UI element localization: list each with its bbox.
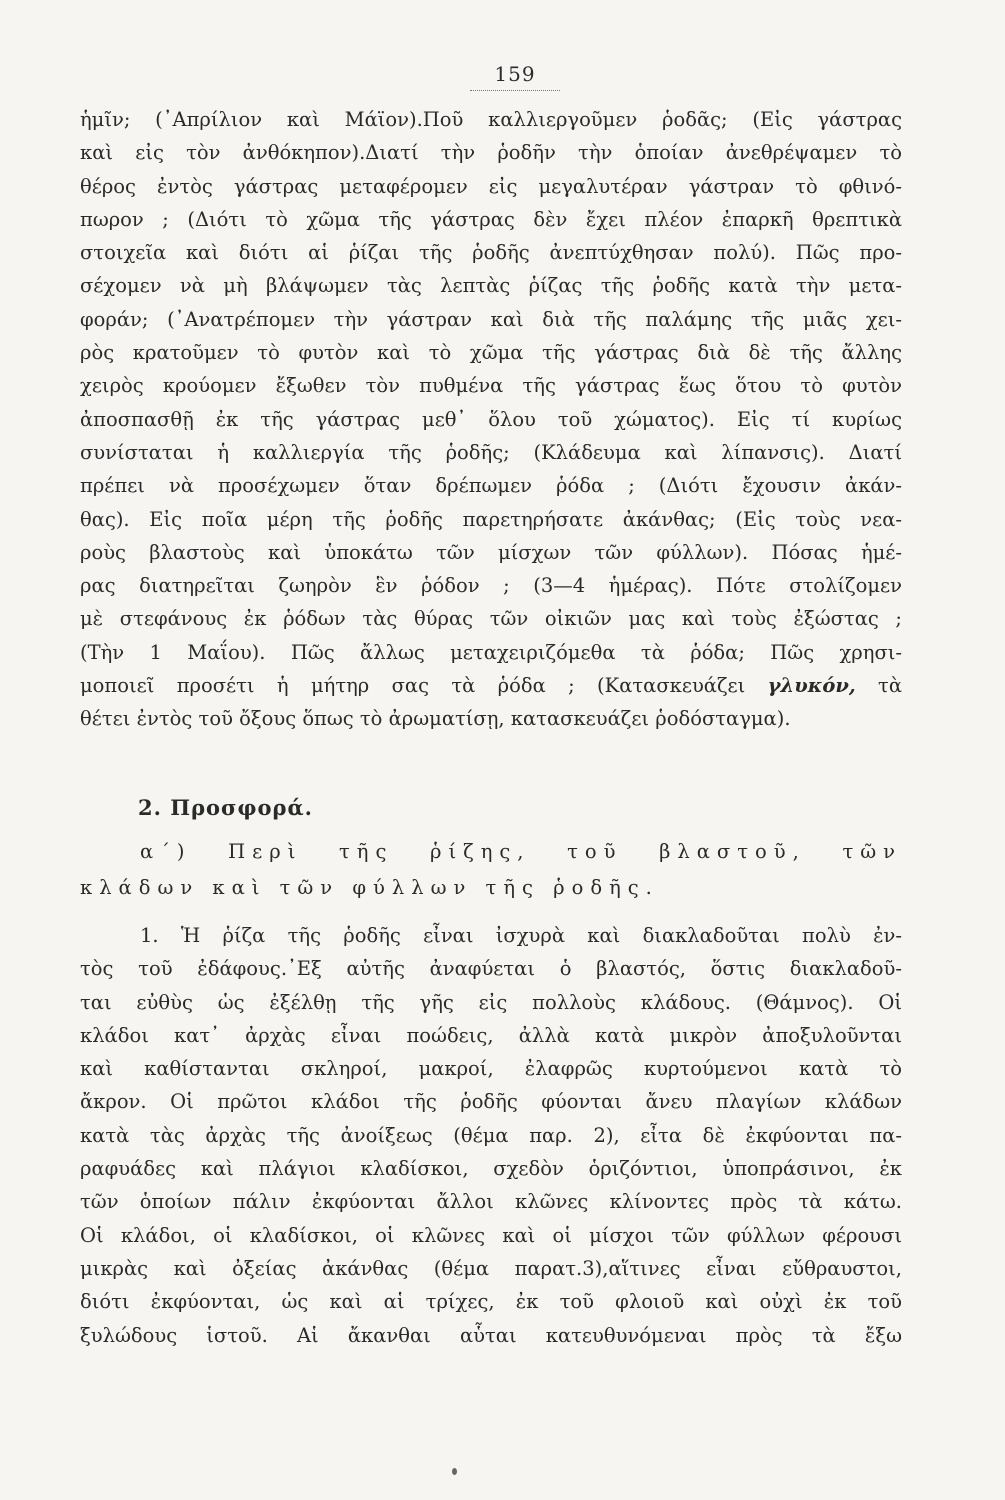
subheading-line: κλάδων καὶ τῶν φύλλων τῆς ῥοδῆς. [80, 876, 659, 899]
text-line: φοράν; (᾿Ανατρέπομεν τὴν γάστραν καὶ διὰ τῆς παλάμης τῆς μιᾶς χει- [80, 307, 902, 331]
section-subheading [80, 834, 902, 906]
text-line: πρέπει νὰ προσέχωμεν ὅταν δρέπωμεν ῥόδα ; (Διότι ἔχουσιν ἀκάν- [80, 474, 902, 498]
text-line: τῶν ὁποίων πάλιν ἐκφύονται ἄλλοι κλῶνες κλίνοντες πρὸς τὰ κάτω. [80, 1190, 902, 1214]
text-line: μικρὰς καὶ ὀξείας ἀκάνθας (θέμα παρατ.3),αἵτινες εἶναι εὔθραυστοι, [80, 1256, 902, 1280]
paragraph-root-stem [80, 919, 902, 1352]
text-segment: μοποιεῖ προσέτι ἡ μήτηρ σας τὰ ῥόδα ; (Κατασκευάζει [80, 674, 768, 698]
text-segment: τὰ [855, 674, 902, 698]
text-line: Οἱ κλάδοι, οἱ κλαδίσκοι, οἱ κλῶνες καὶ οἱ μίσχοι τῶν φύλλων φέρουσι [80, 1223, 902, 1247]
text-line: τὸς τοῦ ἐδάφους.᾿Εξ αὐτῆς ἀναφύεται ὁ βλαστός, ὅστις διακλαδοῦ- [80, 957, 902, 981]
text-line: σέχομεν νὰ μὴ βλάψωμεν τὰς λεπτὰς ῥίζας τῆς ῥοδῆς κατὰ τὴν μετα- [80, 274, 902, 298]
text-line: ται εὐθὺς ὡς ἐξέλθῃ τῆς γῆς εἰς πολλοὺς κλάδους. (Θάμνος). Οἱ [80, 990, 902, 1014]
text-line: στοιχεῖα καὶ διότι αἱ ῥίζαι τῆς ῥοδῆς ἀνεπτύχθησαν πολύ). Πῶς προ- [80, 241, 902, 265]
text-line: θας). Εἰς ποῖα μέρη τῆς ῥοδῆς παρετηρήσατε ἀκάνθας; (Εἰς τοὺς νεα- [80, 507, 902, 531]
text-line: ξυλώδους ἱστοῦ. Αἱ ἄκανθαι αὗται κατευθυνόμεναι πρὸς τὰ ἔξω [80, 1323, 902, 1347]
page-number: 159 [470, 62, 560, 91]
text-line: καὶ εἰς τὸν ἀνθόκηπον).Διατί τὴν ῥοδῆν τὴν ὁποίαν ἀνεθρέψαμεν τὸ [80, 141, 902, 165]
text-line: ραφυάδες καὶ πλάγιοι κλαδίσκοι, σχεδὸν ὁριζόντιοι, ὑποπράσινοι, ἐκ [80, 1157, 902, 1181]
text-line: καὶ καθίστανται σκληροί, μακροί, ἐλαφρῶς κυρτούμενοι κατὰ τὸ [80, 1057, 902, 1081]
text-line-with-emphasis [80, 669, 902, 702]
text-line: μὲ στεφάνους ἐκ ῥόδων τὰς θύρας τῶν οἰκιῶν μας καὶ τοὺς ἐξώστας ; [80, 607, 902, 631]
emphasized-word: γλυκόν, [767, 674, 856, 698]
text-line: (Τὴν 1 Μαΐου). Πῶς ἄλλως μεταχειριζόμεθα τὰ ῥόδα; Πῶς χρησι- [80, 640, 902, 664]
text-line: πωρον ; (Διότι τὸ χῶμα τῆς γάστρας δὲν ἔχει πλέον ἐπαρκῆ θρεπτικὰ [80, 207, 902, 231]
ink-spot [452, 1468, 457, 1475]
text-line: ροὺς βλαστοὺς καὶ ὑποκάτω τῶν μίσχων τῶν φύλλων). Πόσας ἡμέ- [80, 540, 902, 564]
text-line: ἀποσπασθῇ ἐκ τῆς γάστρας μεθ᾿ ὅλου τοῦ χώματος). Εἰς τί κυρίως [80, 407, 902, 431]
text-line: 1. Ἡ ῥίζα τῆς ῥοδῆς εἶναι ἰσχυρὰ καὶ διακλαδοῦται πολὺ ἐν- [140, 924, 902, 947]
text-line: ἡμῖν; (᾿Απρίλιον καὶ Μάϊον).Ποῦ καλλιεργοῦμεν ῥοδᾶς; (Εἰς γάστρας [80, 108, 902, 131]
section-heading: 2. Προσφορά. [138, 795, 313, 820]
text-line: θέρος ἐντὸς γάστρας μεταφέρομεν εἰς μεγαλυτέραν γάστραν τὸ φθινό- [80, 174, 902, 198]
text-line: ρας διατηρεῖται ζωηρὸν ἓν ῥόδον ; (3—4 ἡμέρας). Πότε στολίζομεν [80, 574, 902, 598]
text-line: κατὰ τὰς ἀρχὰς τῆς ἀνοίξεως (θέμα παρ. 2), εἶτα δὲ ἐκφύονται πα- [80, 1123, 902, 1147]
text-line: διότι ἐκφύονται, ὡς καὶ αἱ τρίχες, ἐκ τοῦ φλοιοῦ καὶ οὐχὶ ἐκ τοῦ [80, 1290, 902, 1314]
text-line: θέτει ἐντὸς τοῦ ὄξους ὅπως τὸ ἀρωματίσῃ, κατασκευάζει ῥοδόσταγμα). [80, 707, 791, 731]
subheading-line: α΄) Περὶ τῆς ῥίζης, τοῦ βλαστοῦ, τῶν [140, 840, 902, 863]
text-line: συνίσταται ἡ καλλιεργία τῆς ῥοδῆς; (Κλάδευμα καὶ λίπανσις). Διατί [80, 440, 902, 464]
text-line: ρὸς κρατοῦμεν τὸ φυτὸν καὶ τὸ χῶμα τῆς γάστρας διὰ δὲ τῆς ἄλλης [80, 341, 902, 365]
text-line: χειρὸς κρούομεν ἔξωθεν τὸν πυθμένα τῆς γάστρας ἕως ὅτου τὸ φυτὸν [80, 374, 902, 398]
text-line: ἄκρον. Οἱ πρῶτοι κλάδοι τῆς ῥοδῆς φύονται ἄνευ πλαγίων κλάδων [80, 1090, 902, 1114]
paragraph-questions [80, 103, 902, 736]
text-line: κλάδοι κατ᾿ ἀρχὰς εἶναι ποώδεις, ἀλλὰ κατὰ μικρὸν ἀποξυλοῦνται [80, 1023, 902, 1047]
